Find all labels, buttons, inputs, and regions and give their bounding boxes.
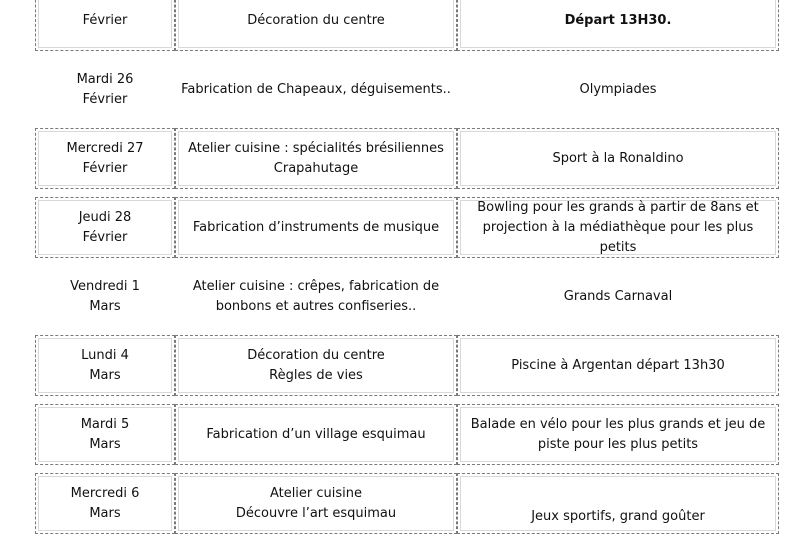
- afternoon-activity: Sport à la Ronaldino: [552, 150, 684, 166]
- morning-activity-cell: [175, 0, 457, 51]
- day-label: Mercredi 6 Mars: [70, 485, 140, 521]
- day-label: Lundi 4 Mars: [81, 347, 129, 383]
- schedule-row: [0, 262, 800, 331]
- morning-activity: Fabrication d’instruments de musique: [192, 219, 440, 235]
- schedule-row: [0, 400, 800, 469]
- morning-activity-cell: [175, 266, 457, 327]
- morning-activity: Fabrication de Chapeaux, déguisements..: [181, 81, 451, 97]
- day-cell: [35, 197, 175, 258]
- afternoon-activity-cell: [457, 335, 779, 396]
- afternoon-activity-cell: [457, 473, 779, 534]
- day-cell: [35, 404, 175, 465]
- schedule-row: [0, 469, 800, 538]
- afternoon-activity-cell: [457, 0, 779, 51]
- morning-activity-cell: [175, 128, 457, 189]
- day-label: Jeudi 28 Février: [78, 209, 132, 245]
- afternoon-activity: Piscine à Argentan départ 13h30: [511, 357, 725, 373]
- morning-activity-cell: [175, 404, 457, 465]
- morning-activity: Décoration du centre: [247, 12, 385, 28]
- afternoon-activity: Olympiades: [579, 81, 657, 97]
- afternoon-activity: Jeux sportifs, grand goûter: [531, 509, 705, 524]
- afternoon-activity: Balade en vélo pour les plus grands et jeu de piste pour les plus petits: [470, 416, 766, 452]
- afternoon-activity: Bowling pour les grands à partir de 8ans et projection à la médiathèque pour les plus petits: [477, 199, 759, 255]
- schedule-row: [0, 124, 800, 193]
- afternoon-activity-cell: [457, 59, 779, 120]
- day-cell: [35, 128, 175, 189]
- afternoon-activity: Départ 13H30.: [564, 12, 672, 28]
- schedule-row: [0, 55, 800, 124]
- morning-activity: Décoration du centre Règles de vies: [247, 347, 385, 383]
- day-cell: [35, 335, 175, 396]
- day-cell: [35, 266, 175, 327]
- day-cell: [35, 59, 175, 120]
- day-label: Février: [82, 12, 128, 28]
- day-label: Mercredi 27 Février: [66, 140, 144, 176]
- day-label: Mardi 26 Février: [76, 71, 134, 107]
- day-cell: [35, 0, 175, 51]
- morning-activity: Atelier cuisine : spécialités brésiliennes Crapahutage: [188, 140, 444, 176]
- morning-activity: Atelier cuisine : crêpes, fabrication de bonbons et autres confiseries..: [192, 278, 440, 314]
- schedule-row: [0, 193, 800, 262]
- schedule-row: [0, 331, 800, 400]
- day-cell: [35, 473, 175, 534]
- morning-activity-cell: [175, 335, 457, 396]
- schedule-row: [0, 0, 800, 55]
- afternoon-activity-cell: [457, 128, 779, 189]
- morning-activity-cell: [175, 473, 457, 534]
- morning-activity-cell: [175, 197, 457, 258]
- day-label: Mardi 5 Mars: [80, 416, 130, 452]
- morning-activity: Atelier cuisine Découvre l’art esquimau: [235, 485, 397, 521]
- afternoon-activity-cell: [457, 197, 779, 258]
- morning-activity-cell: [175, 59, 457, 120]
- day-label: Vendredi 1 Mars: [70, 278, 140, 314]
- afternoon-activity: Grands Carnaval: [563, 288, 673, 304]
- morning-activity: Fabrication d’un village esquimau: [206, 426, 426, 442]
- afternoon-activity-cell: [457, 266, 779, 327]
- afternoon-activity-cell: [457, 404, 779, 465]
